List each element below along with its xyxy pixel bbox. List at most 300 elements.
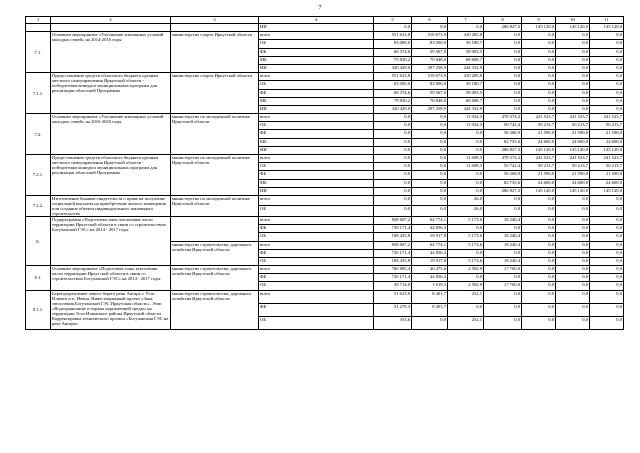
amount-cell: 0,0 (484, 225, 522, 233)
amount-cell: 551 633,8 (374, 73, 412, 81)
amount-cell: 0,0 (522, 316, 556, 329)
funding-source: всего (259, 155, 374, 163)
activity-name: Основное мероприятие «Улучшение жилищных условий молодых семей» на 2014-2016 годы (51, 32, 171, 73)
amount-cell: 0,0 (484, 97, 522, 105)
amount-cell: 0,0 (412, 195, 448, 206)
amount-cell: 0,0 (590, 316, 624, 329)
activity-name: Берегоукрепление левого берега реки Ангара г. Усть-Илимск и п. Невон. Инвестиционный проект «Зона затопления Богучанской ГЭС Иркутская область». Этап «Водохранилище и охрана окружающей среды» на территории Усть-Илимского района Иркутской области Корректировка технического проекта «Богучанская ГЭС на реке Ангара» (51, 290, 171, 329)
amount-cell: 0,0 (412, 171, 448, 179)
amount-cell: 0,0 (590, 216, 624, 224)
amount-cell: 0,0 (522, 225, 556, 233)
amount-cell: 0,0 (484, 81, 522, 89)
amount-cell: 0,0 (556, 216, 590, 224)
amount-cell: 0,0 (484, 56, 522, 64)
table-row (26, 155, 624, 163)
funding-source: ОБ (259, 163, 374, 171)
amount-cell: 0,0 (484, 206, 522, 217)
funding-source: всего (259, 32, 374, 40)
row-code: 7.2. (26, 114, 51, 155)
row-code: 7.1.1. (26, 73, 51, 114)
amount-cell: 0,0 (522, 282, 556, 290)
amount-cell: 70 848,0 (412, 97, 448, 105)
amount-cell: 252,1 (448, 316, 484, 329)
amount-cell: 0,0 (522, 32, 556, 40)
amount-cell: 510 673,9 (412, 73, 448, 81)
funding-source: ФБ (259, 89, 374, 97)
amount-cell: 26,0 (448, 195, 484, 206)
funding-source: ОБ (259, 316, 374, 329)
amount-cell: 21 590,0 (590, 171, 624, 179)
amount-cell: 50 213,7 (556, 122, 590, 130)
amount-cell: 58 268,9 (484, 171, 522, 179)
funding-source: всего (259, 290, 374, 303)
amount-cell: 0,0 (448, 249, 484, 257)
amount-cell: 0,0 (590, 97, 624, 105)
funding-source: ОБ (259, 122, 374, 130)
amount-cell: 19 917,8 (412, 257, 448, 265)
amount-cell: 241 523,7 (590, 155, 624, 163)
amount-cell: 145 120,0 (590, 187, 624, 195)
amount-cell: 145 120,0 (556, 187, 590, 195)
activity-name: Предоставление средств областного бюджета органам местного самоуправления Иркутской области - победителям конкурса муниципальных программ для реализации областной Программы (51, 73, 171, 114)
amount-cell: 0,0 (556, 195, 590, 206)
amount-cell: 18 240,4 (484, 241, 522, 249)
amount-cell: 108 435,8 (374, 233, 412, 241)
amount-cell: 0,0 (448, 274, 484, 282)
amount-cell: 79 830,2 (374, 97, 412, 105)
amount-cell: 51 623,9 (374, 290, 412, 303)
funding-source: всего (259, 114, 374, 122)
funding-source: ИИ (259, 187, 374, 195)
funding-source: ИИ (259, 64, 374, 72)
row-code: 7.2.1. (26, 155, 51, 196)
amount-cell: 0,0 (590, 89, 624, 97)
amount-cell: 0,0 (448, 138, 484, 146)
amount-cell: 0,0 (522, 249, 556, 257)
amount-cell: 0,0 (484, 316, 522, 329)
amount-cell: 0,0 (590, 241, 624, 249)
amount-cell: 44 856,3 (412, 274, 448, 282)
amount-cell: 0,0 (448, 146, 484, 154)
amount-cell: 0,0 (412, 316, 448, 329)
amount-cell: 50 213,7 (522, 122, 556, 130)
amount-cell: 0,0 (522, 290, 556, 303)
activity-name: Основное мероприятие «Подготовка зоны затопления части территории Иркутской области в связи со строительством Богучанской ГЭС» на 2014 - 2017 годы (51, 266, 171, 291)
executor-cell: министерство строительства, дорожного хозяйства Иркутской области (171, 266, 259, 291)
funding-source: ОБ (259, 257, 374, 265)
amount-cell: 18 240,4 (484, 257, 522, 265)
amount-cell: 1 619,3 (412, 282, 448, 290)
amount-cell: 0,0 (484, 290, 522, 303)
amount-cell: 21 590,0 (522, 130, 556, 138)
header-cell: 11 (590, 17, 624, 24)
amount-cell: 0,0 (590, 225, 624, 233)
amount-cell: 0,0 (374, 114, 412, 122)
amount-cell: 51 270,3 (374, 303, 412, 316)
amount-cell: 297 258,9 (412, 64, 448, 72)
amount-cell: 18 240,4 (484, 216, 522, 224)
amount-cell: 0,0 (590, 195, 624, 206)
amount-cell: 2 502,9 (448, 266, 484, 274)
amount-cell: 0,0 (522, 81, 556, 89)
amount-cell: 0,0 (374, 179, 412, 187)
amount-cell: 145 120,0 (556, 24, 590, 32)
amount-cell: 0,0 (522, 303, 556, 316)
amount-cell: 0,0 (374, 163, 412, 171)
amount-cell: 0,0 (556, 233, 590, 241)
funding-source: ОБ (259, 40, 374, 48)
amount-cell: 0,0 (412, 114, 448, 122)
amount-cell: 0,0 (556, 56, 590, 64)
amount-cell: 79 830,2 (374, 56, 412, 64)
activity-name: Подпрограмма «Подготовка зоны затопления части территории Иркутской области в связи со строительством Богучанской ГЭС» на 2014 - 2017 годы (51, 216, 171, 265)
amount-cell: 0,0 (590, 249, 624, 257)
amount-cell: 0,0 (556, 89, 590, 97)
activity-name (51, 24, 171, 32)
header-cell: 9 (522, 17, 556, 24)
amount-cell: 82 735,6 (484, 179, 522, 187)
amount-cell: 83 000,0 (412, 81, 448, 89)
amount-cell: 730 171,4 (374, 249, 412, 257)
amount-cell: 0,0 (374, 24, 412, 32)
funding-source: ИИ (259, 146, 374, 154)
header-cell: 5 (374, 17, 412, 24)
amount-cell: 0,0 (556, 249, 590, 257)
amount-cell: 44 856,3 (412, 225, 448, 233)
amount-cell: 0,0 (412, 155, 448, 163)
amount-cell: 0,0 (522, 233, 556, 241)
funding-source: МБ (259, 179, 374, 187)
amount-cell: 0,0 (412, 138, 448, 146)
amount-cell: 0,0 (484, 195, 522, 206)
row-code: 7.1. (26, 32, 51, 73)
amount-cell: 0,0 (484, 64, 522, 72)
funding-source: ИИ (259, 24, 374, 32)
amount-cell: 0,0 (374, 206, 412, 217)
amount-cell: 0,0 (590, 40, 624, 48)
amount-cell: 551 633,8 (374, 32, 412, 40)
executor-cell: министерство по молодежной политике Иркутской области (171, 114, 259, 155)
amount-cell: 0,0 (590, 266, 624, 274)
activity-name: Основное мероприятие «Улучшение жилищных условий молодых семей» на 2016-2020 годы (51, 114, 171, 155)
amount-cell: 0,0 (374, 122, 412, 130)
amount-cell: 11 008,3 (448, 163, 484, 171)
row-code: 8.1. (26, 266, 51, 291)
amount-cell: 838 607,2 (374, 216, 412, 224)
activity-name: Изготовление бланков свидетельств о праве на получение социальной выплаты на приобретение жилого помещения или создание объекта индивидуального жилищного строительства (51, 195, 171, 216)
amount-cell: 0,0 (448, 171, 484, 179)
amount-cell: 145 120,0 (590, 24, 624, 32)
funding-source: ФБ (259, 274, 374, 282)
table-row (26, 195, 624, 206)
amount-cell: 58 083,5 (448, 48, 484, 56)
amount-cell: 8 401,7 (412, 290, 448, 303)
amount-cell: 68 374,6 (374, 48, 412, 56)
amount-cell: 0,0 (522, 40, 556, 48)
amount-cell: 0,0 (556, 303, 590, 316)
executor-cell: министерство спорта Иркутской области (171, 32, 259, 73)
amount-cell: 68 374,6 (374, 89, 412, 97)
program-funding-table (25, 16, 624, 330)
amount-cell: 68 688,7 (448, 56, 484, 64)
executor-cell: министерство по молодежной политике Иркутской области (171, 195, 259, 216)
amount-cell: 241 523,7 (522, 114, 556, 122)
amount-cell: 11 034,3 (448, 122, 484, 130)
amount-cell: 0,0 (556, 40, 590, 48)
amount-cell: 0,0 (448, 303, 484, 316)
amount-cell: 478 574,2 (484, 114, 522, 122)
amount-cell: 83 000,0 (412, 40, 448, 48)
amount-cell: 24 600,0 (556, 179, 590, 187)
amount-cell: 24 600,0 (522, 138, 556, 146)
executor-cell: министерство по молодежной политике Иркутской области (171, 155, 259, 196)
amount-cell: 320 429,0 (374, 64, 412, 72)
funding-source: ФБ (259, 225, 374, 233)
amount-cell: 0,0 (556, 81, 590, 89)
table-row (26, 216, 624, 224)
header-cell: 2 (51, 17, 171, 24)
amount-cell: 0,0 (556, 225, 590, 233)
amount-cell: 18 240,4 (484, 233, 522, 241)
amount-cell: 59 567,0 (412, 89, 448, 97)
amount-cell: 0,0 (590, 233, 624, 241)
amount-cell: 24 600,0 (522, 179, 556, 187)
amount-cell: 5 173,6 (448, 257, 484, 265)
amount-cell: 0,0 (374, 195, 412, 206)
row-code: 8.1.1. (26, 290, 51, 329)
amount-cell: 24 600,0 (590, 179, 624, 187)
amount-cell: 0,0 (484, 73, 522, 81)
amount-cell: 252,1 (448, 290, 484, 303)
amount-cell: 145 120,0 (556, 146, 590, 154)
funding-source: ФБ (259, 130, 374, 138)
amount-cell: 145 120,0 (590, 146, 624, 154)
funding-source: ФБ (259, 48, 374, 56)
executor-cell: министерство строительства, дорожного хозяйства Иркутской области (171, 241, 259, 266)
amount-cell: 145 120,0 (522, 24, 556, 32)
amount-cell: 83 000,0 (374, 40, 412, 48)
header-cell: 8 (484, 17, 522, 24)
amount-cell: 0,0 (556, 282, 590, 290)
amount-cell: 0,0 (590, 48, 624, 56)
amount-cell: 0,0 (484, 274, 522, 282)
amount-cell: 0,0 (374, 130, 412, 138)
amount-cell: 0,0 (412, 179, 448, 187)
amount-cell: 46 475,6 (412, 266, 448, 274)
amount-cell: 58 268,9 (484, 130, 522, 138)
amount-cell: 50 213,7 (556, 163, 590, 171)
amount-cell: 58 083,5 (448, 89, 484, 97)
amount-cell: 0,0 (448, 179, 484, 187)
amount-cell: 11 034,3 (448, 114, 484, 122)
amount-cell: 82 735,6 (484, 138, 522, 146)
amount-cell: 241 523,7 (556, 114, 590, 122)
amount-cell: 0,0 (556, 206, 590, 217)
amount-cell: 0,0 (556, 274, 590, 282)
header-cell: 4 (259, 17, 374, 24)
amount-cell: 0,0 (522, 89, 556, 97)
header-row (26, 17, 624, 24)
table-row (26, 32, 624, 40)
amount-cell: 0,0 (556, 48, 590, 56)
funding-source: МБ (259, 56, 374, 64)
amount-cell: 297 258,9 (412, 105, 448, 113)
amount-cell: 0,0 (522, 48, 556, 56)
row-code: 8. (26, 216, 51, 265)
amount-cell: 39 180,7 (448, 40, 484, 48)
amount-cell: 286 827,3 (484, 24, 522, 32)
amount-cell: 2 502,9 (448, 282, 484, 290)
amount-cell: 0,0 (590, 282, 624, 290)
amount-cell: 0,0 (484, 89, 522, 97)
amount-cell: 0,0 (484, 249, 522, 257)
amount-cell: 320 429,0 (374, 105, 412, 113)
amount-cell: 64 774,1 (412, 216, 448, 224)
amount-cell: 0,0 (448, 225, 484, 233)
amount-cell: 0,0 (590, 206, 624, 217)
amount-cell: 17 700,0 (484, 282, 522, 290)
amount-cell: 0,0 (374, 138, 412, 146)
amount-cell: 64 774,1 (412, 241, 448, 249)
amount-cell: 0,0 (556, 241, 590, 249)
amount-cell: 26,0 (448, 206, 484, 217)
amount-cell: 0,0 (448, 187, 484, 195)
amount-cell: 241 523,7 (556, 155, 590, 163)
funding-source: МБ (259, 97, 374, 105)
funding-source: ФБ (259, 171, 374, 179)
amount-cell: 24 600,0 (590, 138, 624, 146)
funding-source: всего (259, 195, 374, 206)
amount-cell: 286 827,3 (484, 146, 522, 154)
activity-name: Предоставление средств областного бюджета органам местного самоуправления Иркутской области - победителям конкурса муниципальных программ для реализации областной Программы (51, 155, 171, 196)
amount-cell: 730 171,4 (374, 274, 412, 282)
amount-cell: 0,0 (522, 216, 556, 224)
amount-cell: 5 173,6 (448, 241, 484, 249)
amount-cell: 108 435,8 (374, 257, 412, 265)
amount-cell: 21 590,0 (556, 130, 590, 138)
amount-cell: 0,0 (590, 303, 624, 316)
amount-cell: 478 574,2 (484, 155, 522, 163)
amount-cell: 0,0 (484, 40, 522, 48)
table-row (26, 114, 624, 122)
amount-cell: 244 332,9 (448, 64, 484, 72)
amount-cell: 24 600,0 (556, 138, 590, 146)
funding-source: ИИ (259, 105, 374, 113)
amount-cell: 0,0 (522, 241, 556, 249)
amount-cell: 0,0 (556, 32, 590, 40)
amount-cell: 0,0 (374, 187, 412, 195)
amount-cell: 286 827,3 (484, 187, 522, 195)
amount-cell: 0,0 (522, 195, 556, 206)
amount-cell: 0,0 (522, 257, 556, 265)
amount-cell: 0,0 (484, 48, 522, 56)
amount-cell: 838 607,2 (374, 241, 412, 249)
amount-cell: 0,0 (448, 130, 484, 138)
amount-cell: 0,0 (522, 56, 556, 64)
amount-cell: 0,0 (412, 187, 448, 195)
amount-cell: 83 000,0 (374, 81, 412, 89)
amount-cell: 5 173,6 (448, 216, 484, 224)
amount-cell: 145 120,0 (522, 146, 556, 154)
row-code: 7.2.2. (26, 195, 51, 216)
table-row (26, 73, 624, 81)
amount-cell: 0,0 (374, 155, 412, 163)
header-cell: 7 (448, 17, 484, 24)
amount-cell: 0,0 (590, 64, 624, 72)
executor-cell (171, 24, 259, 32)
amount-cell: 241 523,7 (522, 155, 556, 163)
amount-cell: 0,0 (556, 257, 590, 265)
amount-cell: 11 008,3 (448, 155, 484, 163)
amount-cell: 0,0 (590, 56, 624, 64)
amount-cell: 0,0 (412, 146, 448, 154)
executor-cell (171, 216, 259, 241)
funding-source: МБ (259, 138, 374, 146)
amount-cell: 0,0 (412, 130, 448, 138)
executor-cell: министерство строительства, дорожного хозяйства Иркутской области (171, 290, 259, 329)
amount-cell: 21 590,0 (556, 171, 590, 179)
amount-cell: 145 120,0 (522, 187, 556, 195)
amount-cell: 0,0 (590, 105, 624, 113)
amount-cell: 50 742,4 (484, 122, 522, 130)
funding-source: всего (259, 216, 374, 224)
table-row (26, 266, 624, 274)
amount-cell: 0,0 (556, 290, 590, 303)
amount-cell: 353,6 (374, 316, 412, 329)
amount-cell: 70 848,0 (412, 56, 448, 64)
amount-cell: 0,0 (556, 105, 590, 113)
amount-cell: 0,0 (556, 316, 590, 329)
amount-cell: 730 171,4 (374, 225, 412, 233)
amount-cell: 0,0 (556, 64, 590, 72)
row-code (26, 24, 51, 32)
amount-cell: 59 567,0 (412, 48, 448, 56)
funding-source: всего (259, 241, 374, 249)
table-row (26, 290, 624, 303)
amount-cell: 19 917,8 (412, 233, 448, 241)
header-cell: 3 (171, 17, 259, 24)
amount-cell: 44 856,3 (412, 249, 448, 257)
amount-cell: 410 285,8 (448, 73, 484, 81)
amount-cell: 0,0 (522, 266, 556, 274)
amount-cell: 0,0 (484, 303, 522, 316)
funding-source: ОБ (259, 233, 374, 241)
amount-cell: 244 332,9 (448, 105, 484, 113)
amount-cell: 5 173,6 (448, 233, 484, 241)
amount-cell: 0,0 (590, 32, 624, 40)
amount-cell: 0,0 (484, 32, 522, 40)
amount-cell: 510 673,9 (412, 32, 448, 40)
amount-cell: 8 401,7 (412, 303, 448, 316)
amount-cell: 21 590,0 (590, 130, 624, 138)
amount-cell: 0,0 (556, 97, 590, 105)
amount-cell: 39 180,7 (448, 81, 484, 89)
amount-cell: 50 213,7 (590, 163, 624, 171)
amount-cell: 50 213,7 (522, 163, 556, 171)
amount-cell: 0,0 (412, 206, 448, 217)
funding-source: всего (259, 266, 374, 274)
amount-cell: 0,0 (412, 24, 448, 32)
amount-cell: 0,0 (590, 257, 624, 265)
amount-cell: 0,0 (484, 105, 522, 113)
funding-source: ФБ (259, 303, 374, 316)
amount-cell: 0,0 (522, 97, 556, 105)
table-row (26, 24, 624, 32)
amount-cell: 0,0 (448, 24, 484, 32)
amount-cell: 0,0 (374, 146, 412, 154)
amount-cell: 50 742,4 (484, 163, 522, 171)
amount-cell: 50 213,7 (590, 122, 624, 130)
